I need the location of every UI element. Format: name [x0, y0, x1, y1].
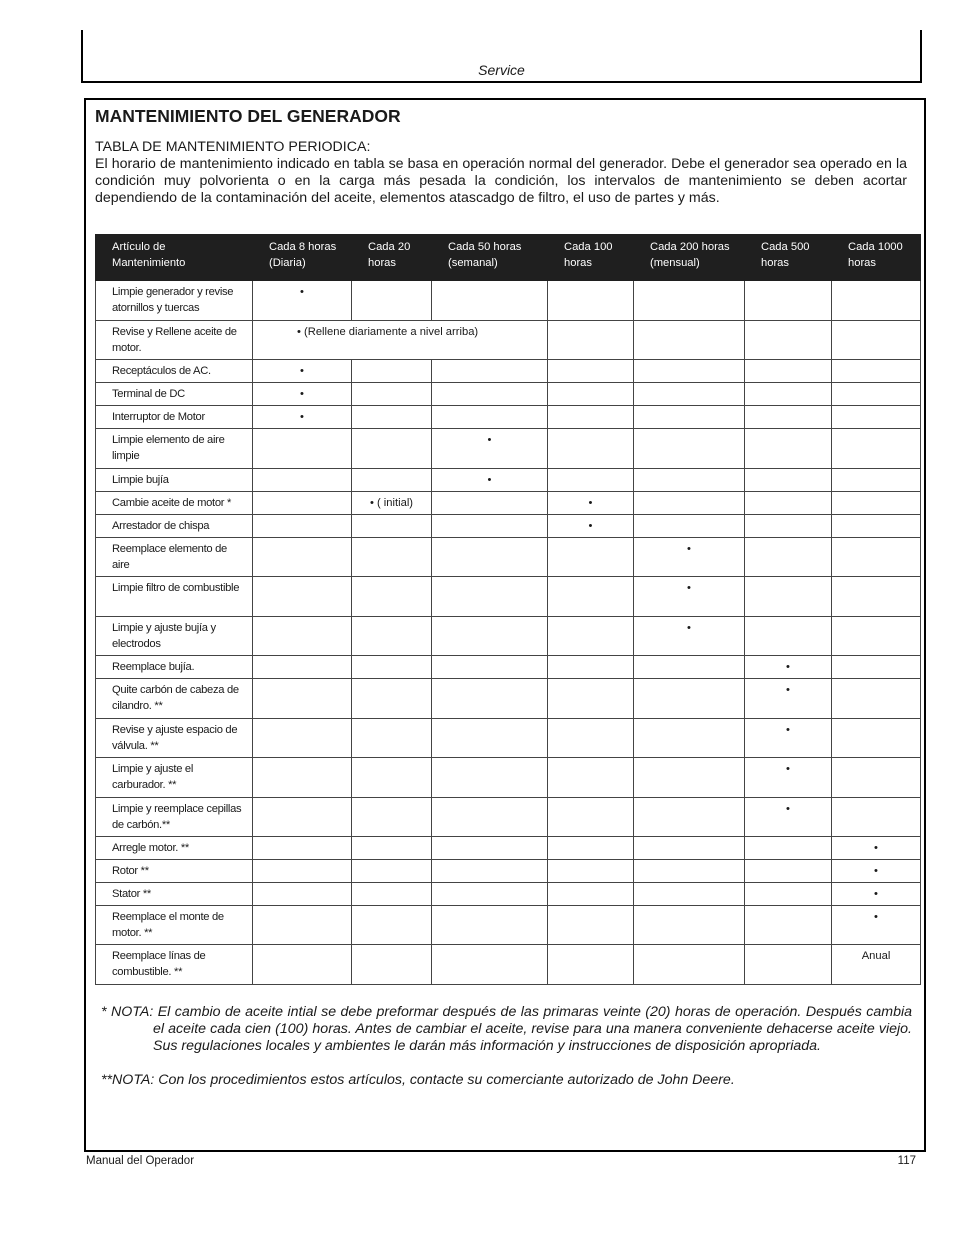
schedule-cell: [832, 617, 921, 656]
table-row: [96, 883, 921, 906]
item-name: Cambie aceite de motor *: [96, 492, 253, 515]
schedule-cell: [352, 758, 432, 798]
schedule-mark: •: [745, 719, 832, 758]
schedule-cell: [745, 406, 832, 429]
schedule-cell: [832, 719, 921, 758]
schedule-cell: [634, 860, 745, 883]
schedule-cell: [745, 281, 832, 321]
page-title: MANTENIMIENTO DEL GENERADOR: [95, 106, 401, 126]
schedule-cell: [832, 383, 921, 406]
schedule-mark: •: [745, 798, 832, 837]
schedule-cell: [352, 883, 432, 906]
col-header-item: Artículo de Mantenimiento: [96, 235, 253, 281]
item-name: Limpie bujía: [96, 469, 253, 492]
schedule-cell: [548, 281, 634, 321]
schedule-cell: [253, 617, 352, 656]
schedule-cell: [745, 321, 832, 360]
schedule-cell: [634, 679, 745, 719]
schedule-mark: •: [253, 360, 352, 383]
schedule-cell: [634, 758, 745, 798]
schedule-mark: •: [634, 577, 745, 617]
schedule-cell: [253, 798, 352, 837]
table-row: [96, 406, 921, 429]
schedule-cell: [745, 617, 832, 656]
schedule-cell: [634, 883, 745, 906]
schedule-cell: [352, 577, 432, 617]
item-name: Limpie y ajuste el carburador. **: [96, 758, 253, 798]
schedule-cell: [832, 406, 921, 429]
schedule-cell: [432, 515, 548, 538]
schedule-cell: [352, 906, 432, 945]
schedule-cell: [745, 515, 832, 538]
schedule-cell: [634, 406, 745, 429]
table-row: [96, 321, 921, 360]
schedule-cell: [548, 360, 634, 383]
schedule-cell: [745, 906, 832, 945]
schedule-cell: [634, 719, 745, 758]
schedule-cell: [352, 383, 432, 406]
schedule-cell: [352, 617, 432, 656]
schedule-cell: [634, 798, 745, 837]
schedule-cell: [634, 656, 745, 679]
schedule-cell: [432, 383, 548, 406]
item-name: Limpie elemento de aire limpie: [96, 429, 253, 469]
schedule-cell: [634, 469, 745, 492]
schedule-cell: [548, 538, 634, 577]
schedule-cell: [832, 281, 921, 321]
note-dealer: **NOTA: Con los procedimientos estos artículos, contacte su comerciante autorizado de John Deere.: [101, 1072, 735, 1088]
schedule-cell: [432, 679, 548, 719]
schedule-mark: • ( initial): [352, 492, 432, 515]
schedule-cell: [253, 679, 352, 719]
schedule-mark: •: [745, 679, 832, 719]
schedule-cell: [634, 837, 745, 860]
schedule-cell: [352, 719, 432, 758]
schedule-cell: [634, 906, 745, 945]
intro-block: [95, 139, 907, 207]
schedule-cell: [548, 577, 634, 617]
schedule-cell: [432, 656, 548, 679]
schedule-cell: [745, 469, 832, 492]
schedule-cell: [253, 945, 352, 985]
schedule-cell: [548, 945, 634, 985]
schedule-cell: [548, 469, 634, 492]
schedule-cell: [352, 860, 432, 883]
schedule-cell: [745, 360, 832, 383]
schedule-cell: [634, 515, 745, 538]
schedule-cell: [832, 656, 921, 679]
schedule-cell: [634, 383, 745, 406]
table-row: [96, 679, 921, 719]
schedule-cell: [253, 837, 352, 860]
table-row: [96, 758, 921, 798]
schedule-mark: •: [634, 617, 745, 656]
schedule-cell: [352, 798, 432, 837]
item-name: Rotor **: [96, 860, 253, 883]
table-row: [96, 906, 921, 945]
schedule-cell: [634, 321, 745, 360]
schedule-cell: [253, 429, 352, 469]
schedule-cell: [548, 656, 634, 679]
schedule-cell: [432, 281, 548, 321]
schedule-cell: [432, 538, 548, 577]
table-row: [96, 360, 921, 383]
schedule-cell: [548, 860, 634, 883]
table-row: [96, 798, 921, 837]
schedule-cell: [432, 837, 548, 860]
schedule-mark: •: [253, 281, 352, 321]
header-rule-bottom: [81, 81, 922, 83]
schedule-cell: [832, 798, 921, 837]
table-row: [96, 719, 921, 758]
table-row: [96, 492, 921, 515]
schedule-cell: [832, 429, 921, 469]
schedule-mark: Anual: [832, 945, 921, 985]
table-row: [96, 515, 921, 538]
item-name: Stator **: [96, 883, 253, 906]
schedule-cell: [352, 429, 432, 469]
schedule-cell: [253, 515, 352, 538]
schedule-mark: •: [745, 758, 832, 798]
schedule-cell: [253, 492, 352, 515]
schedule-cell: [832, 492, 921, 515]
table-row: [96, 617, 921, 656]
schedule-cell: [253, 758, 352, 798]
table-row: [96, 538, 921, 577]
schedule-mark: •: [253, 383, 352, 406]
schedule-cell: [253, 538, 352, 577]
schedule-cell: [432, 719, 548, 758]
footer-manual-title: Manual del Operador: [86, 1155, 195, 1167]
schedule-note: • (Rellene diariamente a nivel arriba): [253, 321, 548, 360]
schedule-mark: •: [548, 492, 634, 515]
schedule-cell: [253, 719, 352, 758]
schedule-cell: [352, 360, 432, 383]
schedule-cell: [352, 656, 432, 679]
schedule-cell: [432, 758, 548, 798]
schedule-cell: [432, 860, 548, 883]
schedule-cell: [352, 515, 432, 538]
schedule-cell: [832, 321, 921, 360]
schedule-mark: •: [832, 837, 921, 860]
schedule-mark: •: [832, 906, 921, 945]
notes-block: [101, 1004, 912, 1089]
schedule-cell: [745, 429, 832, 469]
item-name: Quite carbón de cabeza de cilandro. **: [96, 679, 253, 719]
schedule-cell: [253, 860, 352, 883]
schedule-cell: [253, 656, 352, 679]
item-name: Interruptor de Motor: [96, 406, 253, 429]
col-header-20h: Cada 20 horas: [352, 235, 432, 281]
schedule-cell: [432, 492, 548, 515]
col-header-8h: Cada 8 horas (Diaria): [253, 235, 352, 281]
schedule-cell: [745, 383, 832, 406]
col-header-200h: Cada 200 horas (mensual): [634, 235, 745, 281]
table-row: [96, 429, 921, 469]
schedule-cell: [432, 577, 548, 617]
schedule-cell: [352, 837, 432, 860]
schedule-cell: [745, 492, 832, 515]
section-header: Service: [478, 62, 525, 78]
schedule-cell: [634, 281, 745, 321]
item-name: Limpie y ajuste bujía y electrodos: [96, 617, 253, 656]
schedule-cell: [745, 945, 832, 985]
item-name: Revise y ajuste espacio de válvula. **: [96, 719, 253, 758]
schedule-mark: •: [253, 406, 352, 429]
schedule-cell: [352, 281, 432, 321]
schedule-cell: [634, 945, 745, 985]
page-number: 117: [897, 1155, 916, 1167]
schedule-cell: [745, 577, 832, 617]
schedule-cell: [832, 538, 921, 577]
schedule-cell: [745, 883, 832, 906]
schedule-cell: [548, 429, 634, 469]
item-name: Limpie y reemplace cepillas de carbón.**: [96, 798, 253, 837]
schedule-cell: [832, 577, 921, 617]
schedule-cell: [253, 906, 352, 945]
schedule-cell: [432, 406, 548, 429]
item-name: Reemplace el monte de motor. **: [96, 906, 253, 945]
schedule-cell: [548, 719, 634, 758]
schedule-mark: •: [745, 656, 832, 679]
col-header-50h: Cada 50 horas (semanal): [432, 235, 548, 281]
schedule-cell: [432, 906, 548, 945]
col-header-100h: Cada 100 horas: [548, 235, 634, 281]
schedule-cell: [548, 406, 634, 429]
table-row: [96, 837, 921, 860]
schedule-mark: •: [432, 429, 548, 469]
table-row: [96, 577, 921, 617]
schedule-cell: [548, 837, 634, 860]
intro-text: El horario de mantenimiento indicado en tabla se basa en operación normal del generador. Debe el generador sea operado en la condición muy polvorienta o en la carga más pesada la condición, los intervalos de mantenimiento se deben acortar dependiendo de la contaminación del aceite, elementos atascadgo de filtro, el uso de partes y más.: [95, 156, 907, 206]
schedule-cell: [745, 538, 832, 577]
table-row: [96, 469, 921, 492]
table-row: [96, 383, 921, 406]
schedule-cell: [634, 360, 745, 383]
schedule-cell: [432, 945, 548, 985]
schedule-mark: •: [634, 538, 745, 577]
schedule-cell: [253, 469, 352, 492]
item-name: Receptáculos de AC.: [96, 360, 253, 383]
schedule-mark: •: [832, 860, 921, 883]
schedule-cell: [548, 906, 634, 945]
item-name: Arregle motor. **: [96, 837, 253, 860]
schedule-cell: [352, 538, 432, 577]
item-name: Reemplace elemento de aire: [96, 538, 253, 577]
schedule-cell: [548, 798, 634, 837]
schedule-mark: •: [548, 515, 634, 538]
table-row: [96, 281, 921, 321]
maintenance-table: [95, 234, 921, 985]
schedule-cell: [352, 469, 432, 492]
schedule-cell: [432, 883, 548, 906]
schedule-cell: [548, 617, 634, 656]
schedule-cell: [548, 321, 634, 360]
schedule-cell: [352, 679, 432, 719]
col-header-500h: Cada 500 horas: [745, 235, 832, 281]
item-name: Limpie generador y revise atornillos y tuercas: [96, 281, 253, 321]
schedule-cell: [832, 679, 921, 719]
schedule-cell: [548, 383, 634, 406]
item-name: Revise y Rellene aceite de motor.: [96, 321, 253, 360]
schedule-cell: [745, 837, 832, 860]
schedule-cell: [253, 577, 352, 617]
schedule-cell: [548, 758, 634, 798]
schedule-cell: [253, 883, 352, 906]
table-row: [96, 860, 921, 883]
table-row: [96, 656, 921, 679]
note-oil-change: * NOTA: El cambio de aceite intial se debe preformar después de las primaras veinte (20) horas de operación. Después cambia el aceite cada cien (100) horas. Antes de cambiar el aceite, revise para una manera conveniente dehacerse aceite viejo. Sus regulaciones locales y ambientes le darán más información y instrucciones de disposición apropriada.: [101, 1004, 912, 1054]
col-header-1000h: Cada 1000 horas: [832, 235, 921, 281]
schedule-cell: [832, 469, 921, 492]
schedule-cell: [634, 429, 745, 469]
schedule-cell: [548, 883, 634, 906]
schedule-cell: [832, 515, 921, 538]
schedule-cell: [548, 679, 634, 719]
schedule-cell: [832, 758, 921, 798]
item-name: Reemplace bujía.: [96, 656, 253, 679]
schedule-cell: [352, 945, 432, 985]
intro-heading: TABLA DE MANTENIMIENTO PERIODICA:: [95, 139, 371, 155]
schedule-cell: [832, 360, 921, 383]
schedule-cell: [432, 617, 548, 656]
schedule-cell: [352, 406, 432, 429]
table-row: [96, 945, 921, 985]
item-name: Reemplace línas de combustible. **: [96, 945, 253, 985]
schedule-mark: •: [832, 883, 921, 906]
table-header-row: [96, 235, 921, 281]
item-name: Terminal de DC: [96, 383, 253, 406]
item-name: Limpie filtro de combustible: [96, 577, 253, 617]
schedule-mark: •: [432, 469, 548, 492]
schedule-cell: [432, 798, 548, 837]
schedule-cell: [432, 360, 548, 383]
schedule-cell: [634, 492, 745, 515]
schedule-cell: [745, 860, 832, 883]
item-name: Arrestador de chispa: [96, 515, 253, 538]
